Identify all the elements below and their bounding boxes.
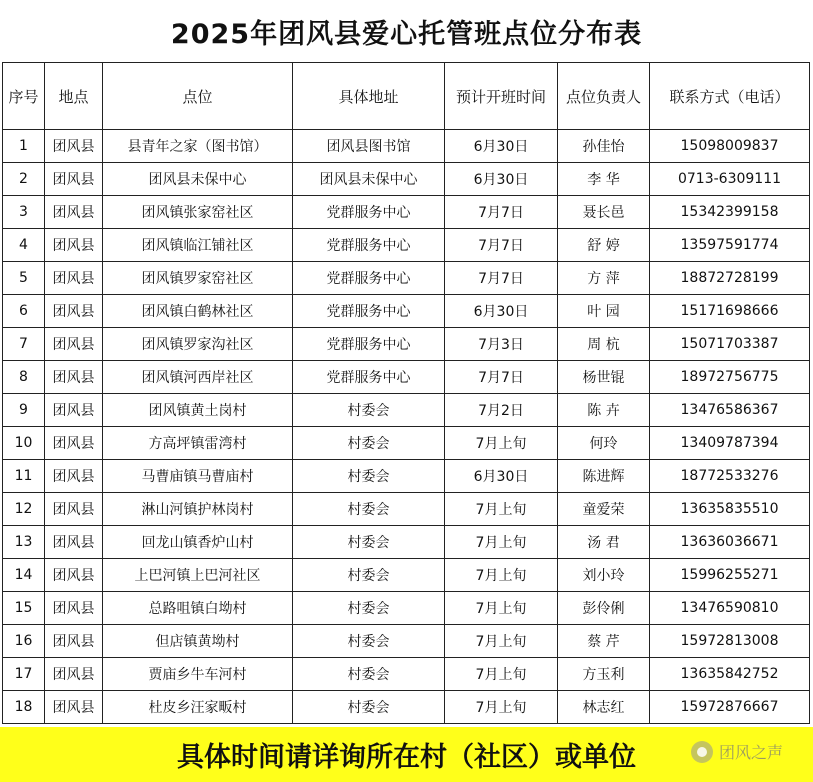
cell-phone: 13635835510	[650, 493, 810, 526]
cell-open-time: 7月上旬	[445, 526, 558, 559]
cell-seq: 11	[3, 460, 45, 493]
table-row	[3, 658, 810, 691]
cell-seq: 9	[3, 394, 45, 427]
cell-phone: 15098009837	[650, 130, 810, 163]
footer-notice: 具体时间请详询所在村（社区）或单位	[0, 727, 813, 782]
cell-seq: 13	[3, 526, 45, 559]
cell-address: 村委会	[293, 658, 445, 691]
cell-site: 杜皮乡汪家畈村	[103, 691, 293, 724]
cell-open-time: 7月上旬	[445, 559, 558, 592]
table-row	[3, 691, 810, 724]
cell-site: 总路咀镇白坳村	[103, 592, 293, 625]
cell-open-time: 6月30日	[445, 295, 558, 328]
cell-address: 党群服务中心	[293, 295, 445, 328]
cell-location: 团风县	[45, 460, 103, 493]
cell-address: 村委会	[293, 493, 445, 526]
table-row	[3, 427, 810, 460]
cell-seq: 14	[3, 559, 45, 592]
table-header-row	[3, 63, 810, 130]
cell-seq: 7	[3, 328, 45, 361]
cell-phone: 15171698666	[650, 295, 810, 328]
cell-contact-person: 陈进辉	[558, 460, 650, 493]
cell-location: 团风县	[45, 295, 103, 328]
cell-location: 团风县	[45, 163, 103, 196]
cell-location: 团风县	[45, 625, 103, 658]
table-row	[3, 394, 810, 427]
cell-contact-person: 陈 卉	[558, 394, 650, 427]
cell-phone: 13409787394	[650, 427, 810, 460]
cell-address: 村委会	[293, 460, 445, 493]
cell-phone: 18772533276	[650, 460, 810, 493]
cell-open-time: 6月30日	[445, 460, 558, 493]
cell-location: 团风县	[45, 559, 103, 592]
header-site: 点位	[103, 63, 293, 130]
cell-site: 团风镇张家窑社区	[103, 196, 293, 229]
cell-address: 村委会	[293, 559, 445, 592]
table-row	[3, 460, 810, 493]
cell-open-time: 7月7日	[445, 196, 558, 229]
header-open-time: 预计开班时间	[445, 63, 558, 130]
cell-contact-person: 刘小玲	[558, 559, 650, 592]
header-phone: 联系方式（电话）	[650, 63, 810, 130]
cell-contact-person: 方玉利	[558, 658, 650, 691]
table-row	[3, 130, 810, 163]
cell-open-time: 6月30日	[445, 163, 558, 196]
cell-seq: 8	[3, 361, 45, 394]
cell-open-time: 7月上旬	[445, 691, 558, 724]
cell-seq: 10	[3, 427, 45, 460]
cell-phone: 15071703387	[650, 328, 810, 361]
cell-contact-person: 李 华	[558, 163, 650, 196]
cell-contact-person: 彭伶俐	[558, 592, 650, 625]
cell-address: 党群服务中心	[293, 328, 445, 361]
cell-phone: 13636036671	[650, 526, 810, 559]
cell-phone: 15996255271	[650, 559, 810, 592]
cell-location: 团风县	[45, 427, 103, 460]
cell-site: 团风镇罗家窑社区	[103, 262, 293, 295]
watermark-text: 团风之声	[718, 743, 783, 762]
table-row	[3, 592, 810, 625]
cell-phone: 15972813008	[650, 625, 810, 658]
table-row	[3, 262, 810, 295]
table-row	[3, 559, 810, 592]
cell-site: 团风镇罗家沟社区	[103, 328, 293, 361]
cell-phone: 13597591774	[650, 229, 810, 262]
table-row	[3, 229, 810, 262]
cell-phone: 13476586367	[650, 394, 810, 427]
cell-site: 团风镇临江铺社区	[103, 229, 293, 262]
account-logo-icon	[691, 741, 713, 763]
cell-site: 贾庙乡牛车河村	[103, 658, 293, 691]
header-location: 地点	[45, 63, 103, 130]
cell-site: 团风县未保中心	[103, 163, 293, 196]
cell-location: 团风县	[45, 394, 103, 427]
cell-contact-person: 林志红	[558, 691, 650, 724]
table-body	[3, 130, 810, 724]
table-row	[3, 196, 810, 229]
cell-contact-person: 舒 婷	[558, 229, 650, 262]
watermark	[691, 740, 783, 763]
cell-phone: 15972876667	[650, 691, 810, 724]
cell-open-time: 7月上旬	[445, 658, 558, 691]
distribution-table	[2, 62, 810, 724]
cell-phone: 13635842752	[650, 658, 810, 691]
cell-location: 团风县	[45, 229, 103, 262]
cell-location: 团风县	[45, 592, 103, 625]
cell-seq: 16	[3, 625, 45, 658]
cell-site: 县青年之家（图书馆）	[103, 130, 293, 163]
cell-address: 村委会	[293, 394, 445, 427]
cell-open-time: 7月2日	[445, 394, 558, 427]
cell-open-time: 7月7日	[445, 229, 558, 262]
cell-address: 村委会	[293, 526, 445, 559]
cell-contact-person: 聂长邑	[558, 196, 650, 229]
cell-address: 党群服务中心	[293, 361, 445, 394]
cell-seq: 5	[3, 262, 45, 295]
header-seq: 序号	[3, 63, 45, 130]
cell-site: 淋山河镇护林岗村	[103, 493, 293, 526]
cell-site: 马曹庙镇马曹庙村	[103, 460, 293, 493]
cell-contact-person: 何玲	[558, 427, 650, 460]
cell-site: 方高坪镇雷湾村	[103, 427, 293, 460]
table-row	[3, 361, 810, 394]
cell-contact-person: 杨世锟	[558, 361, 650, 394]
cell-open-time: 7月上旬	[445, 592, 558, 625]
cell-site: 团风镇黄土岗村	[103, 394, 293, 427]
cell-location: 团风县	[45, 658, 103, 691]
cell-location: 团风县	[45, 130, 103, 163]
cell-phone: 15342399158	[650, 196, 810, 229]
cell-phone: 0713-6309111	[650, 163, 810, 196]
cell-address: 团风县图书馆	[293, 130, 445, 163]
table-row	[3, 526, 810, 559]
table-row	[3, 328, 810, 361]
cell-location: 团风县	[45, 526, 103, 559]
cell-phone: 18872728199	[650, 262, 810, 295]
cell-open-time: 7月上旬	[445, 493, 558, 526]
cell-address: 村委会	[293, 625, 445, 658]
cell-location: 团风县	[45, 328, 103, 361]
cell-open-time: 7月上旬	[445, 427, 558, 460]
cell-seq: 17	[3, 658, 45, 691]
cell-address: 村委会	[293, 691, 445, 724]
cell-address: 村委会	[293, 427, 445, 460]
cell-phone: 18972756775	[650, 361, 810, 394]
cell-location: 团风县	[45, 493, 103, 526]
cell-seq: 4	[3, 229, 45, 262]
cell-open-time: 7月7日	[445, 361, 558, 394]
table-row	[3, 163, 810, 196]
cell-location: 团风县	[45, 196, 103, 229]
cell-address: 团风县未保中心	[293, 163, 445, 196]
cell-site: 回龙山镇香炉山村	[103, 526, 293, 559]
page-title: 2025年团风县爱心托管班点位分布表	[170, 18, 643, 50]
cell-seq: 3	[3, 196, 45, 229]
cell-address: 党群服务中心	[293, 262, 445, 295]
cell-contact-person: 童爱荣	[558, 493, 650, 526]
table-row	[3, 493, 810, 526]
table-row	[3, 625, 810, 658]
cell-contact-person: 周 杭	[558, 328, 650, 361]
cell-contact-person: 蔡 芹	[558, 625, 650, 658]
cell-open-time: 6月30日	[445, 130, 558, 163]
cell-address: 党群服务中心	[293, 229, 445, 262]
cell-seq: 15	[3, 592, 45, 625]
cell-location: 团风县	[45, 262, 103, 295]
cell-seq: 6	[3, 295, 45, 328]
cell-site: 团风镇河西岸社区	[103, 361, 293, 394]
cell-seq: 12	[3, 493, 45, 526]
cell-location: 团风县	[45, 361, 103, 394]
cell-open-time: 7月上旬	[445, 625, 558, 658]
header-contact-person: 点位负责人	[558, 63, 650, 130]
cell-seq: 2	[3, 163, 45, 196]
cell-location: 团风县	[45, 691, 103, 724]
cell-site: 团风镇白鹤林社区	[103, 295, 293, 328]
table-row	[3, 295, 810, 328]
cell-address: 村委会	[293, 592, 445, 625]
cell-seq: 1	[3, 130, 45, 163]
cell-open-time: 7月3日	[445, 328, 558, 361]
cell-contact-person: 孙佳怡	[558, 130, 650, 163]
cell-contact-person: 叶 园	[558, 295, 650, 328]
cell-contact-person: 汤 君	[558, 526, 650, 559]
cell-site: 上巴河镇上巴河社区	[103, 559, 293, 592]
cell-open-time: 7月7日	[445, 262, 558, 295]
cell-contact-person: 方 萍	[558, 262, 650, 295]
cell-address: 党群服务中心	[293, 196, 445, 229]
cell-phone: 13476590810	[650, 592, 810, 625]
cell-seq: 18	[3, 691, 45, 724]
header-address: 具体地址	[293, 63, 445, 130]
cell-site: 但店镇黄坳村	[103, 625, 293, 658]
